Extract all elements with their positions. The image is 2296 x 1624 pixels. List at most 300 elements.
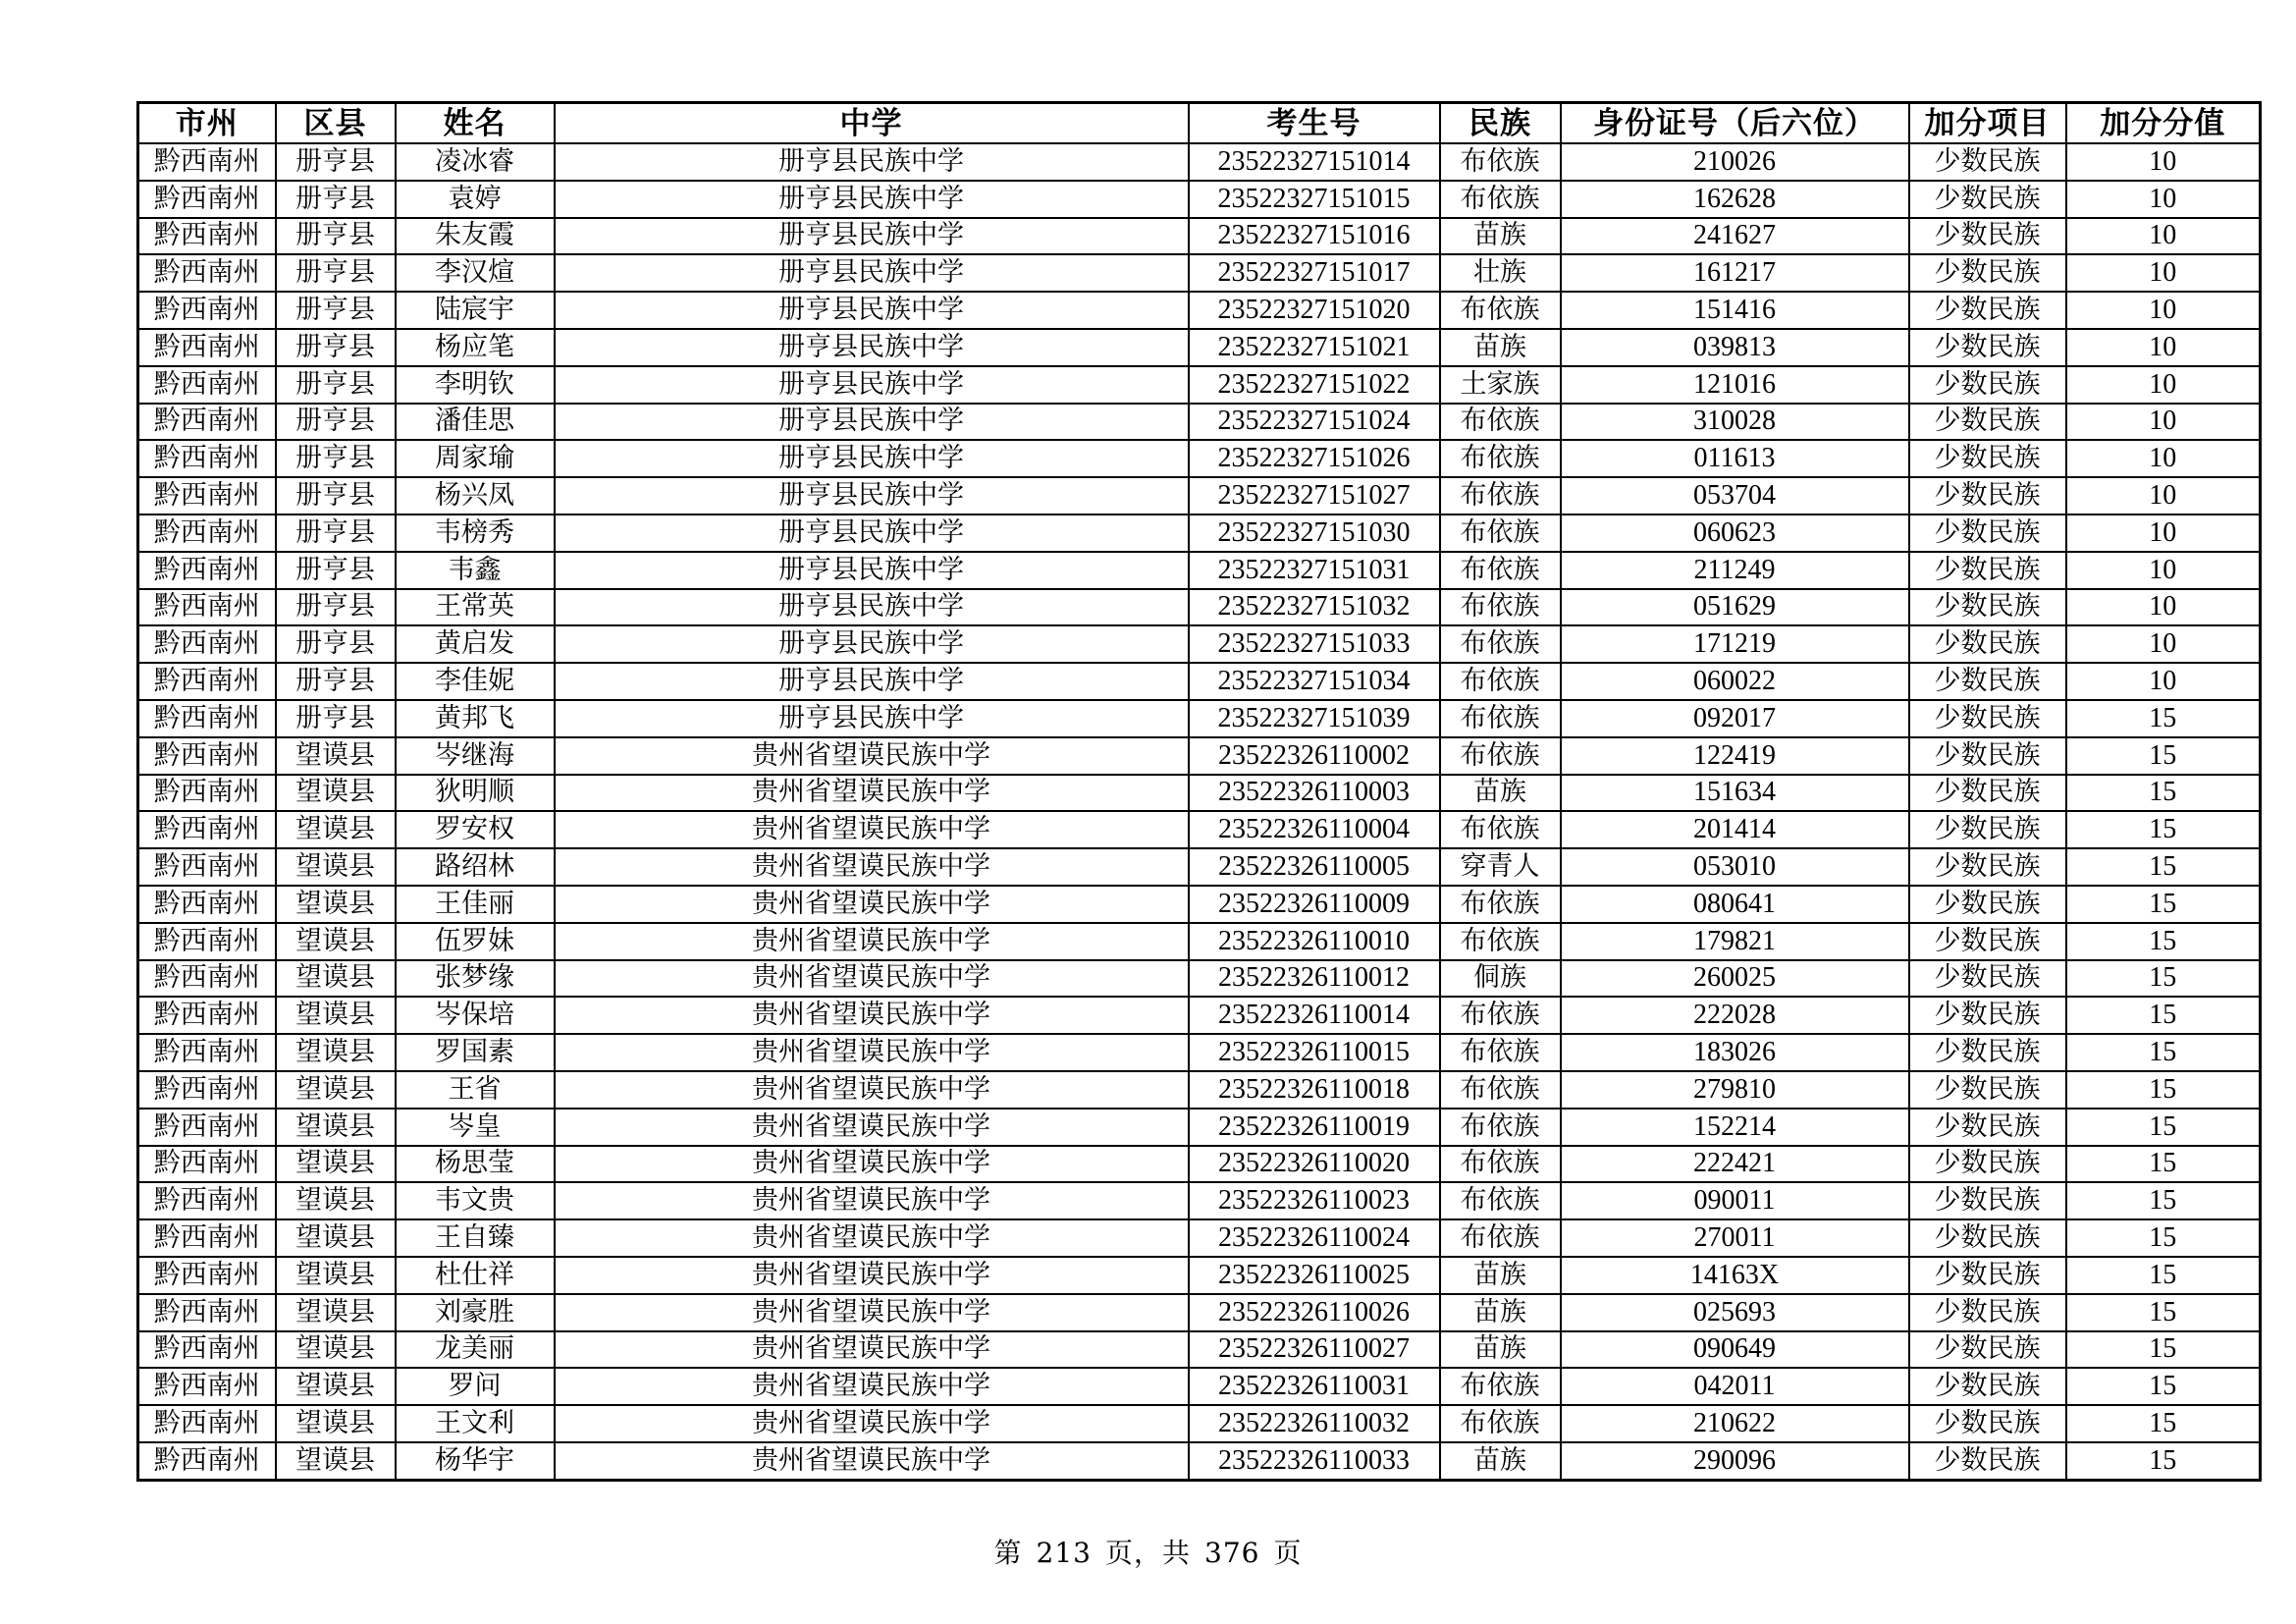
- table-row: [138, 1182, 2261, 1219]
- city-cell: 黔西南州: [138, 1109, 276, 1146]
- bonus-value-cell: 15: [2066, 923, 2261, 960]
- exam-number-cell: 23522326110025: [1189, 1257, 1440, 1294]
- ethnicity-cell: 布依族: [1440, 1146, 1561, 1183]
- exam-number-cell: 23522326110014: [1189, 997, 1440, 1034]
- bonus-value-cell: 10: [2066, 625, 2261, 663]
- bonus-item-cell: 少数民族: [1909, 775, 2066, 812]
- ethnicity-cell: 布依族: [1440, 143, 1561, 181]
- current-page-number: 213: [1036, 1537, 1092, 1569]
- county-cell: 册亨县: [276, 552, 396, 589]
- id-suffix-cell: 183026: [1561, 1034, 1909, 1071]
- exam-number-cell: 23522326110026: [1189, 1294, 1440, 1331]
- student-name-cell: 袁婷: [396, 181, 555, 218]
- ethnicity-cell: 穿青人: [1440, 848, 1561, 886]
- bonus-value-cell: 15: [2066, 848, 2261, 886]
- exam-number-cell: 23522326110003: [1189, 775, 1440, 812]
- county-cell: 册亨县: [276, 514, 396, 552]
- total-pages-number: 376: [1204, 1537, 1260, 1569]
- table-row: [138, 1034, 2261, 1071]
- bonus-value-cell: 10: [2066, 440, 2261, 477]
- city-cell: 黔西南州: [138, 1331, 276, 1369]
- bonus-item-cell: 少数民族: [1909, 254, 2066, 292]
- city-cell: 黔西南州: [138, 1071, 276, 1109]
- school-cell: 册亨县民族中学: [555, 143, 1189, 181]
- id-suffix-cell: 151416: [1561, 292, 1909, 329]
- student-name-cell: 罗安权: [396, 811, 555, 848]
- id-suffix-cell: 279810: [1561, 1071, 1909, 1109]
- bonus-item-cell: 少数民族: [1909, 997, 2066, 1034]
- exam-number-cell: 23522327151027: [1189, 477, 1440, 514]
- table-row: [138, 404, 2261, 441]
- student-name-cell: 黄启发: [396, 625, 555, 663]
- county-cell: 望谟县: [276, 1331, 396, 1369]
- bonus-value-cell: 10: [2066, 366, 2261, 404]
- city-cell: 黔西南州: [138, 589, 276, 626]
- id-suffix-cell: 152214: [1561, 1109, 1909, 1146]
- exam-number-cell: 23522326110004: [1189, 811, 1440, 848]
- student-name-cell: 张梦缘: [396, 960, 555, 998]
- school-cell: 贵州省望谟民族中学: [555, 811, 1189, 848]
- student-name-cell: 王佳丽: [396, 886, 555, 923]
- id-suffix-cell: 171219: [1561, 625, 1909, 663]
- city-cell: 黔西南州: [138, 218, 276, 255]
- bonus-item-cell: 少数民族: [1909, 1146, 2066, 1183]
- bonus-item-cell: 少数民族: [1909, 960, 2066, 998]
- table-row: [138, 1331, 2261, 1369]
- exam-number-cell: 23522326110027: [1189, 1331, 1440, 1369]
- id-suffix-cell: 053704: [1561, 477, 1909, 514]
- column-header-ethnicity: 民族: [1440, 103, 1561, 144]
- exam-number-cell: 23522327151032: [1189, 589, 1440, 626]
- bonus-item-cell: 少数民族: [1909, 366, 2066, 404]
- bonus-value-cell: 15: [2066, 1368, 2261, 1405]
- bonus-value-cell: 15: [2066, 737, 2261, 775]
- county-cell: 望谟县: [276, 848, 396, 886]
- county-cell: 望谟县: [276, 1257, 396, 1294]
- ethnicity-cell: 布依族: [1440, 663, 1561, 700]
- column-header-school: 中学: [555, 103, 1189, 144]
- ethnicity-cell: 布依族: [1440, 811, 1561, 848]
- bonus-value-cell: 15: [2066, 1405, 2261, 1442]
- table-row: [138, 477, 2261, 514]
- school-cell: 册亨县民族中学: [555, 589, 1189, 626]
- table-row: [138, 1368, 2261, 1405]
- ethnicity-cell: 苗族: [1440, 1442, 1561, 1480]
- bonus-value-cell: 15: [2066, 1146, 2261, 1183]
- column-header-student-name: 姓名: [396, 103, 555, 144]
- city-cell: 黔西南州: [138, 477, 276, 514]
- exam-number-cell: 23522327151039: [1189, 700, 1440, 737]
- bonus-item-cell: 少数民族: [1909, 404, 2066, 441]
- ethnicity-cell: 布依族: [1440, 440, 1561, 477]
- id-suffix-cell: 241627: [1561, 218, 1909, 255]
- column-header-bonus-item: 加分项目: [1909, 103, 2066, 144]
- school-cell: 册亨县民族中学: [555, 218, 1189, 255]
- table-row: [138, 775, 2261, 812]
- exam-number-cell: 23522327151014: [1189, 143, 1440, 181]
- school-cell: 贵州省望谟民族中学: [555, 1331, 1189, 1369]
- school-cell: 册亨县民族中学: [555, 700, 1189, 737]
- school-cell: 册亨县民族中学: [555, 514, 1189, 552]
- county-cell: 望谟县: [276, 886, 396, 923]
- bonus-value-cell: 10: [2066, 663, 2261, 700]
- ethnicity-cell: 布依族: [1440, 589, 1561, 626]
- id-suffix-cell: 201414: [1561, 811, 1909, 848]
- school-cell: 贵州省望谟民族中学: [555, 1257, 1189, 1294]
- city-cell: 黔西南州: [138, 997, 276, 1034]
- bonus-item-cell: 少数民族: [1909, 625, 2066, 663]
- table-row: [138, 960, 2261, 998]
- id-suffix-cell: 121016: [1561, 366, 1909, 404]
- school-cell: 册亨县民族中学: [555, 663, 1189, 700]
- city-cell: 黔西南州: [138, 329, 276, 366]
- city-cell: 黔西南州: [138, 700, 276, 737]
- city-cell: 黔西南州: [138, 1182, 276, 1219]
- table-row: [138, 181, 2261, 218]
- school-cell: 册亨县民族中学: [555, 254, 1189, 292]
- ethnicity-cell: 布依族: [1440, 181, 1561, 218]
- bonus-item-cell: 少数民族: [1909, 1442, 2066, 1480]
- county-cell: 册亨县: [276, 292, 396, 329]
- bonus-item-cell: 少数民族: [1909, 663, 2066, 700]
- bonus-item-cell: 少数民族: [1909, 514, 2066, 552]
- city-cell: 黔西南州: [138, 1405, 276, 1442]
- city-cell: 黔西南州: [138, 625, 276, 663]
- exam-number-cell: 23522326110031: [1189, 1368, 1440, 1405]
- ethnicity-cell: 布依族: [1440, 1034, 1561, 1071]
- page-footer-mid: 页，共: [1104, 1537, 1191, 1569]
- exam-number-cell: 23522326110002: [1189, 737, 1440, 775]
- county-cell: 望谟县: [276, 1034, 396, 1071]
- id-suffix-cell: 211249: [1561, 552, 1909, 589]
- school-cell: 贵州省望谟民族中学: [555, 1219, 1189, 1257]
- student-name-cell: 杨兴凤: [396, 477, 555, 514]
- exam-number-cell: 23522327151016: [1189, 218, 1440, 255]
- exam-number-cell: 23522326110024: [1189, 1219, 1440, 1257]
- table-row: [138, 292, 2261, 329]
- ethnicity-cell: 布依族: [1440, 552, 1561, 589]
- bonus-value-cell: 10: [2066, 404, 2261, 441]
- student-name-cell: 李明钦: [396, 366, 555, 404]
- county-cell: 望谟县: [276, 737, 396, 775]
- bonus-item-cell: 少数民族: [1909, 292, 2066, 329]
- city-cell: 黔西南州: [138, 1368, 276, 1405]
- table-row: [138, 254, 2261, 292]
- county-cell: 望谟县: [276, 1071, 396, 1109]
- school-cell: 贵州省望谟民族中学: [555, 737, 1189, 775]
- student-name-cell: 李汉煊: [396, 254, 555, 292]
- table-row: [138, 329, 2261, 366]
- student-name-cell: 凌冰睿: [396, 143, 555, 181]
- table-row: [138, 366, 2261, 404]
- exam-number-cell: 23522327151030: [1189, 514, 1440, 552]
- school-cell: 贵州省望谟民族中学: [555, 1071, 1189, 1109]
- bonus-item-cell: 少数民族: [1909, 589, 2066, 626]
- page-footer-prefix: 第: [993, 1537, 1023, 1569]
- student-name-cell: 黄邦飞: [396, 700, 555, 737]
- table-row: [138, 700, 2261, 737]
- bonus-value-cell: 15: [2066, 1034, 2261, 1071]
- county-cell: 册亨县: [276, 477, 396, 514]
- city-cell: 黔西南州: [138, 923, 276, 960]
- city-cell: 黔西南州: [138, 811, 276, 848]
- city-cell: 黔西南州: [138, 663, 276, 700]
- city-cell: 黔西南州: [138, 1219, 276, 1257]
- bonus-item-cell: 少数民族: [1909, 1294, 2066, 1331]
- exam-number-cell: 23522326110009: [1189, 886, 1440, 923]
- exam-number-cell: 23522327151031: [1189, 552, 1440, 589]
- bonus-item-cell: 少数民族: [1909, 552, 2066, 589]
- table-row: [138, 589, 2261, 626]
- table-row: [138, 997, 2261, 1034]
- ethnicity-cell: 布依族: [1440, 1405, 1561, 1442]
- table-row: [138, 1146, 2261, 1183]
- bonus-value-cell: 15: [2066, 1109, 2261, 1146]
- exam-number-cell: 23522327151017: [1189, 254, 1440, 292]
- ethnicity-cell: 布依族: [1440, 997, 1561, 1034]
- bonus-item-cell: 少数民族: [1909, 1405, 2066, 1442]
- exam-number-cell: 23522327151024: [1189, 404, 1440, 441]
- school-cell: 贵州省望谟民族中学: [555, 1442, 1189, 1480]
- bonus-item-cell: 少数民族: [1909, 1109, 2066, 1146]
- student-name-cell: 路绍林: [396, 848, 555, 886]
- id-suffix-cell: 210622: [1561, 1405, 1909, 1442]
- exam-number-cell: 23522326110010: [1189, 923, 1440, 960]
- county-cell: 望谟县: [276, 1182, 396, 1219]
- city-cell: 黔西南州: [138, 440, 276, 477]
- bonus-item-cell: 少数民族: [1909, 218, 2066, 255]
- exam-number-cell: 23522327151026: [1189, 440, 1440, 477]
- bonus-value-cell: 15: [2066, 1442, 2261, 1480]
- school-cell: 贵州省望谟民族中学: [555, 1109, 1189, 1146]
- exam-number-cell: 23522327151015: [1189, 181, 1440, 218]
- column-header-exam-number: 考生号: [1189, 103, 1440, 144]
- table-row: [138, 552, 2261, 589]
- bonus-value-cell: 10: [2066, 143, 2261, 181]
- school-cell: 贵州省望谟民族中学: [555, 1294, 1189, 1331]
- ethnicity-cell: 侗族: [1440, 960, 1561, 998]
- school-cell: 贵州省望谟民族中学: [555, 1405, 1189, 1442]
- ethnicity-cell: 布依族: [1440, 1219, 1561, 1257]
- bonus-value-cell: 15: [2066, 886, 2261, 923]
- bonus-value-cell: 15: [2066, 775, 2261, 812]
- table-row: [138, 218, 2261, 255]
- school-cell: 贵州省望谟民族中学: [555, 886, 1189, 923]
- bonus-value-cell: 10: [2066, 181, 2261, 218]
- page-footer: [0, 1532, 2296, 1571]
- student-name-cell: 罗问: [396, 1368, 555, 1405]
- table-row: [138, 848, 2261, 886]
- exam-number-cell: 23522326110015: [1189, 1034, 1440, 1071]
- bonus-value-cell: 10: [2066, 218, 2261, 255]
- student-name-cell: 王文利: [396, 1405, 555, 1442]
- bonus-item-cell: 少数民族: [1909, 1219, 2066, 1257]
- city-cell: 黔西南州: [138, 886, 276, 923]
- column-header-bonus-value: 加分分值: [2066, 103, 2261, 144]
- bonus-value-cell: 10: [2066, 552, 2261, 589]
- bonus-points-table: [136, 101, 2262, 1482]
- city-cell: 黔西南州: [138, 254, 276, 292]
- id-suffix-cell: 092017: [1561, 700, 1909, 737]
- city-cell: 黔西南州: [138, 1442, 276, 1480]
- bonus-item-cell: 少数民族: [1909, 700, 2066, 737]
- school-cell: 贵州省望谟民族中学: [555, 1034, 1189, 1071]
- ethnicity-cell: 布依族: [1440, 1368, 1561, 1405]
- city-cell: 黔西南州: [138, 775, 276, 812]
- bonus-item-cell: 少数民族: [1909, 1368, 2066, 1405]
- school-cell: 贵州省望谟民族中学: [555, 960, 1189, 998]
- table-body: [138, 143, 2261, 1480]
- ethnicity-cell: 布依族: [1440, 404, 1561, 441]
- bonus-item-cell: 少数民族: [1909, 737, 2066, 775]
- id-suffix-cell: 042011: [1561, 1368, 1909, 1405]
- ethnicity-cell: 布依族: [1440, 886, 1561, 923]
- city-cell: 黔西南州: [138, 514, 276, 552]
- bonus-value-cell: 10: [2066, 514, 2261, 552]
- ethnicity-cell: 苗族: [1440, 1331, 1561, 1369]
- county-cell: 望谟县: [276, 1146, 396, 1183]
- table-row: [138, 1294, 2261, 1331]
- student-name-cell: 王常英: [396, 589, 555, 626]
- county-cell: 册亨县: [276, 329, 396, 366]
- student-name-cell: 潘佳思: [396, 404, 555, 441]
- county-cell: 望谟县: [276, 1368, 396, 1405]
- id-suffix-cell: 011613: [1561, 440, 1909, 477]
- id-suffix-cell: 151634: [1561, 775, 1909, 812]
- ethnicity-cell: 布依族: [1440, 1071, 1561, 1109]
- ethnicity-cell: 布依族: [1440, 292, 1561, 329]
- table-row: [138, 1219, 2261, 1257]
- exam-number-cell: 23522326110019: [1189, 1109, 1440, 1146]
- bonus-value-cell: 15: [2066, 1257, 2261, 1294]
- school-cell: 册亨县民族中学: [555, 329, 1189, 366]
- bonus-item-cell: 少数民族: [1909, 923, 2066, 960]
- bonus-value-cell: 10: [2066, 477, 2261, 514]
- column-header-id-suffix: 身份证号（后六位）: [1561, 103, 1909, 144]
- student-name-cell: 狄明顺: [396, 775, 555, 812]
- county-cell: 册亨县: [276, 218, 396, 255]
- city-cell: 黔西南州: [138, 1294, 276, 1331]
- table-row: [138, 1071, 2261, 1109]
- county-cell: 册亨县: [276, 404, 396, 441]
- column-header-city: 市州: [138, 103, 276, 144]
- county-cell: 册亨县: [276, 143, 396, 181]
- ethnicity-cell: 苗族: [1440, 775, 1561, 812]
- bonus-item-cell: 少数民族: [1909, 1331, 2066, 1369]
- city-cell: 黔西南州: [138, 552, 276, 589]
- table-row: [138, 1109, 2261, 1146]
- city-cell: 黔西南州: [138, 737, 276, 775]
- ethnicity-cell: 壮族: [1440, 254, 1561, 292]
- table-row: [138, 886, 2261, 923]
- ethnicity-cell: 苗族: [1440, 218, 1561, 255]
- county-cell: 望谟县: [276, 1219, 396, 1257]
- bonus-value-cell: 15: [2066, 700, 2261, 737]
- id-suffix-cell: 14163X: [1561, 1257, 1909, 1294]
- county-cell: 望谟县: [276, 1294, 396, 1331]
- student-name-cell: 朱友霞: [396, 218, 555, 255]
- table-row: [138, 737, 2261, 775]
- bonus-value-cell: 15: [2066, 960, 2261, 998]
- county-cell: 望谟县: [276, 1109, 396, 1146]
- school-cell: 贵州省望谟民族中学: [555, 1368, 1189, 1405]
- table-header-row: [138, 103, 2261, 144]
- county-cell: 册亨县: [276, 663, 396, 700]
- school-cell: 册亨县民族中学: [555, 404, 1189, 441]
- school-cell: 贵州省望谟民族中学: [555, 997, 1189, 1034]
- bonus-value-cell: 15: [2066, 1219, 2261, 1257]
- city-cell: 黔西南州: [138, 404, 276, 441]
- ethnicity-cell: 布依族: [1440, 514, 1561, 552]
- county-cell: 册亨县: [276, 181, 396, 218]
- school-cell: 册亨县民族中学: [555, 440, 1189, 477]
- city-cell: 黔西南州: [138, 143, 276, 181]
- ethnicity-cell: 布依族: [1440, 923, 1561, 960]
- id-suffix-cell: 053010: [1561, 848, 1909, 886]
- county-cell: 望谟县: [276, 923, 396, 960]
- school-cell: 贵州省望谟民族中学: [555, 775, 1189, 812]
- exam-number-cell: 23522327151034: [1189, 663, 1440, 700]
- table-row: [138, 1257, 2261, 1294]
- id-suffix-cell: 060022: [1561, 663, 1909, 700]
- id-suffix-cell: 222421: [1561, 1146, 1909, 1183]
- bonus-item-cell: 少数民族: [1909, 1182, 2066, 1219]
- table-row: [138, 811, 2261, 848]
- column-header-county: 区县: [276, 103, 396, 144]
- county-cell: 望谟县: [276, 1442, 396, 1480]
- ethnicity-cell: 土家族: [1440, 366, 1561, 404]
- id-suffix-cell: 260025: [1561, 960, 1909, 998]
- id-suffix-cell: 210026: [1561, 143, 1909, 181]
- table-row: [138, 143, 2261, 181]
- county-cell: 册亨县: [276, 254, 396, 292]
- id-suffix-cell: 222028: [1561, 997, 1909, 1034]
- bonus-item-cell: 少数民族: [1909, 440, 2066, 477]
- bonus-value-cell: 15: [2066, 1331, 2261, 1369]
- student-name-cell: 韦榜秀: [396, 514, 555, 552]
- student-name-cell: 岑继海: [396, 737, 555, 775]
- student-name-cell: 杜仕祥: [396, 1257, 555, 1294]
- student-name-cell: 罗国素: [396, 1034, 555, 1071]
- table-row: [138, 1442, 2261, 1480]
- id-suffix-cell: 270011: [1561, 1219, 1909, 1257]
- bonus-value-cell: 10: [2066, 589, 2261, 626]
- exam-number-cell: 23522326110032: [1189, 1405, 1440, 1442]
- exam-number-cell: 23522327151033: [1189, 625, 1440, 663]
- student-name-cell: 杨应笔: [396, 329, 555, 366]
- student-name-cell: 岑保培: [396, 997, 555, 1034]
- student-name-cell: 韦鑫: [396, 552, 555, 589]
- county-cell: 望谟县: [276, 775, 396, 812]
- id-suffix-cell: 122419: [1561, 737, 1909, 775]
- ethnicity-cell: 布依族: [1440, 625, 1561, 663]
- county-cell: 册亨县: [276, 625, 396, 663]
- county-cell: 册亨县: [276, 700, 396, 737]
- id-suffix-cell: 161217: [1561, 254, 1909, 292]
- student-name-cell: 伍罗妹: [396, 923, 555, 960]
- bonus-item-cell: 少数民族: [1909, 886, 2066, 923]
- school-cell: 贵州省望谟民族中学: [555, 1182, 1189, 1219]
- bonus-value-cell: 15: [2066, 997, 2261, 1034]
- city-cell: 黔西南州: [138, 1257, 276, 1294]
- id-suffix-cell: 179821: [1561, 923, 1909, 960]
- ethnicity-cell: 布依族: [1440, 737, 1561, 775]
- student-name-cell: 韦文贵: [396, 1182, 555, 1219]
- ethnicity-cell: 布依族: [1440, 700, 1561, 737]
- county-cell: 册亨县: [276, 366, 396, 404]
- bonus-value-cell: 15: [2066, 1294, 2261, 1331]
- county-cell: 册亨县: [276, 589, 396, 626]
